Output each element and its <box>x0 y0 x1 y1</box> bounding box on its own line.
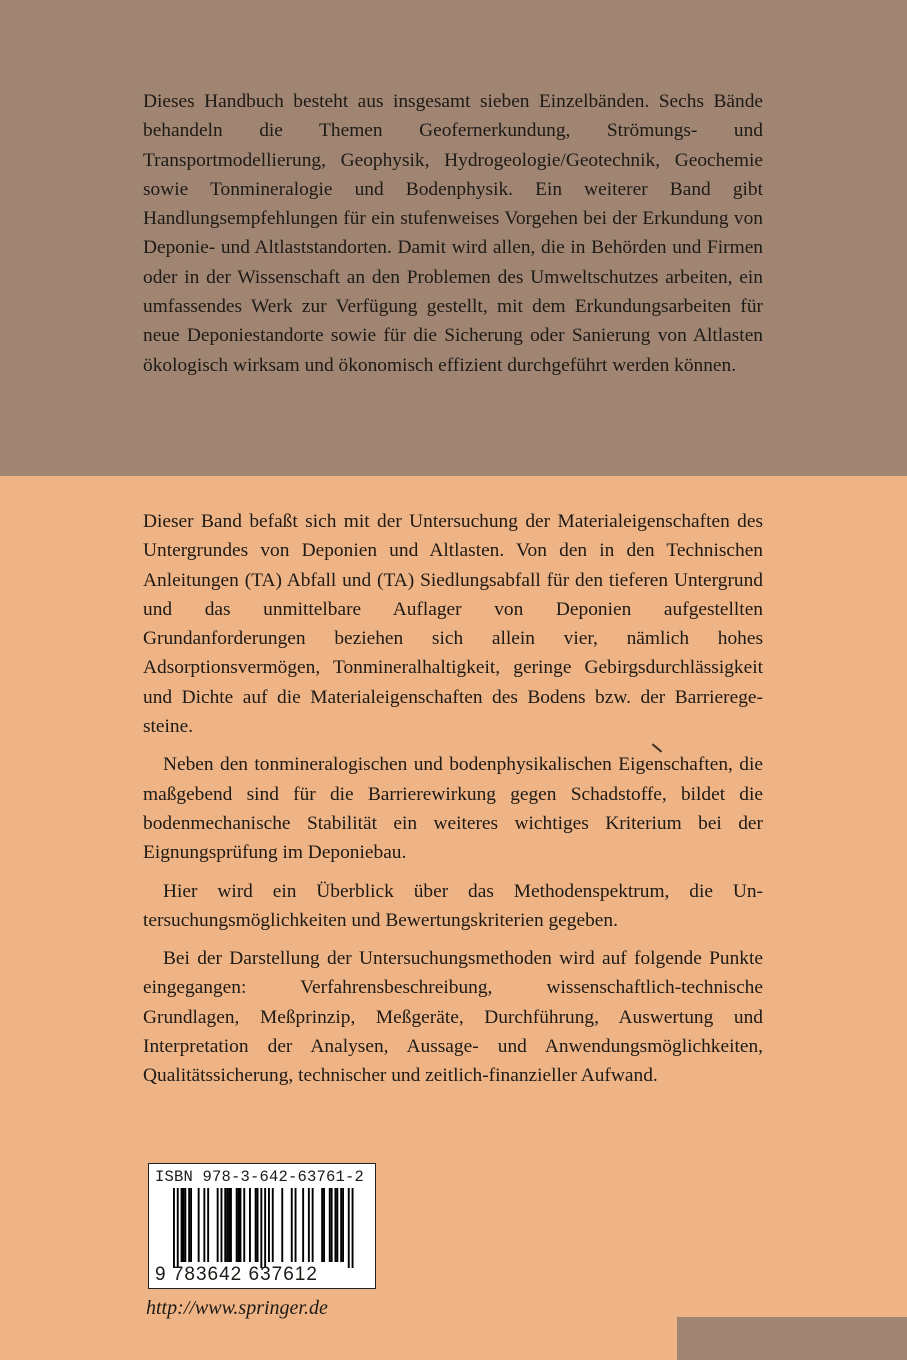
barcode-bar <box>173 1188 175 1268</box>
barcode-bar <box>272 1188 274 1262</box>
barcode-bar <box>335 1188 337 1262</box>
volume-paragraph-4: Bei der Darstellung der Untersuchungsmethoden wird auf folgende Punkte eingegangen: Verfahrensbeschreibung, wissenschaftlich-technische Grundlagen, Meßprinzip, Meßgeräte, Durchführung, Auswertung und Interpretation der Analysen, Aussage- und Anwendungsmöglichkeiten, Qualitätssicherung, technischer und zeitlich-finanzieller Aufwand. <box>143 948 763 1087</box>
barcode-bar <box>249 1188 251 1262</box>
barcode-bar <box>230 1188 232 1262</box>
barcode-bar <box>264 1188 266 1268</box>
barcode-bar <box>243 1188 245 1262</box>
corner-color-block <box>677 1317 907 1360</box>
barcode-bar <box>183 1188 185 1262</box>
barcode-bar <box>257 1188 259 1262</box>
isbn-label: ISBN 978-3-642-63761-2 <box>155 1168 365 1186</box>
barcode-bar <box>221 1188 223 1262</box>
ean-digits: 9 783642 637612 <box>155 1264 318 1285</box>
barcode-bar <box>281 1188 283 1262</box>
barcode-bar <box>236 1188 238 1262</box>
barcode-bar <box>342 1188 344 1262</box>
barcode-bar <box>207 1188 209 1262</box>
barcode-bar <box>321 1188 323 1262</box>
barcode-bar <box>181 1188 183 1262</box>
barcode-bar <box>323 1188 325 1262</box>
barcode-bar <box>240 1188 242 1262</box>
publisher-url-link[interactable]: http://www.springer.de <box>146 1297 328 1319</box>
barcode-bar <box>336 1188 338 1262</box>
barcode-bar <box>291 1188 293 1262</box>
barcode-bar <box>295 1188 297 1262</box>
barcode-bar <box>226 1188 228 1262</box>
isbn-barcode <box>148 1163 376 1289</box>
barcode-bar <box>268 1188 270 1262</box>
volume-paragraph-1: Dieser Band befaßt sich mit der Untersuchung der Materialeigenschaften des Untergrundes von Deponien und Altlasten. Von den in den Technischen Anleitungen (TA) Abfall und (TA) Siedlungsabfall für den tieferen Untergrund und das unmittelbare Auflager von Deponien aufgestellten Grundanforderungen beziehen sich allein vier, nämlich hohes Adsorptionsvermögen, Tonmineralhaltigkeit, geringe Gebirgsdurchlässigkeit und Dichte auf die Materialeigenschaften des Bodens bzw. der Barrieregesteine. <box>143 511 763 738</box>
barcode-bar <box>331 1188 333 1262</box>
barcode-bar <box>238 1188 240 1262</box>
barcode-bar <box>184 1188 186 1262</box>
barcode-bar <box>188 1188 190 1262</box>
barcode-bar <box>302 1188 304 1262</box>
volume-description <box>143 507 763 1091</box>
barcode-bar <box>348 1188 350 1268</box>
barcode-bar <box>312 1188 314 1262</box>
barcode-bar <box>308 1188 310 1262</box>
series-description <box>143 87 763 380</box>
series-description-paragraph: Dieses Handbuch besteht aus insgesamt sieben Einzelbänden. Sechs Bände behandeln die Themen Geofernerkundung, Strömungs- und Transportmodellierung, Geophysik, Hydrogeologie/​Geotechnik, Geochemie sowie Tonmineralogie und Bodenphysik. Ein weiterer Band gibt Handlungsempfehlungen für ein stufenweises Vorgehen bei der Erkundung von Deponie- und Altlaststandorten. Damit wird allen, die in Behörden und Firmen oder in der Wissenschaft an den Problemen des Umweltschutzes arbeiten, ein umfassendes Werk zur Verfügung gestellt, mit dem Erkundungsarbeiten für neue Deponiestandorte sowie für die Sicherung oder Sanierung von Altlasten ökologisch wirksam und ökonomisch effizient durchgeführt werden können. <box>143 91 763 376</box>
barcode-bar <box>260 1188 262 1268</box>
barcode-bar <box>329 1188 331 1262</box>
barcode-bar <box>198 1188 200 1262</box>
barcode-bar <box>255 1188 257 1262</box>
volume-paragraph-3: Hier wird ein Überblick über das Methodenspektrum, die Untersuchungsmöglichkeiten und Bewertungskriterien gegeben. <box>143 880 763 931</box>
barcode-bar <box>190 1188 192 1262</box>
barcode-bar <box>340 1188 342 1262</box>
volume-paragraph-2: Neben den tonmineralogischen und bodenphysikalischen Eigenschaften, die maßgebend sind für die Barrierewirkung gegen Schadstoffe, bildet die bodenmechanische Stabilität ein weiteres wichtiges Kriterium bei der Eignungsprüfung im Deponiebau. <box>143 754 763 864</box>
barcode-bar <box>217 1188 219 1262</box>
barcode-bar <box>228 1188 230 1262</box>
barcode-bar <box>177 1188 179 1268</box>
barcode-bar <box>203 1188 205 1262</box>
barcode-bar <box>352 1188 354 1268</box>
barcode-bar <box>224 1188 226 1262</box>
